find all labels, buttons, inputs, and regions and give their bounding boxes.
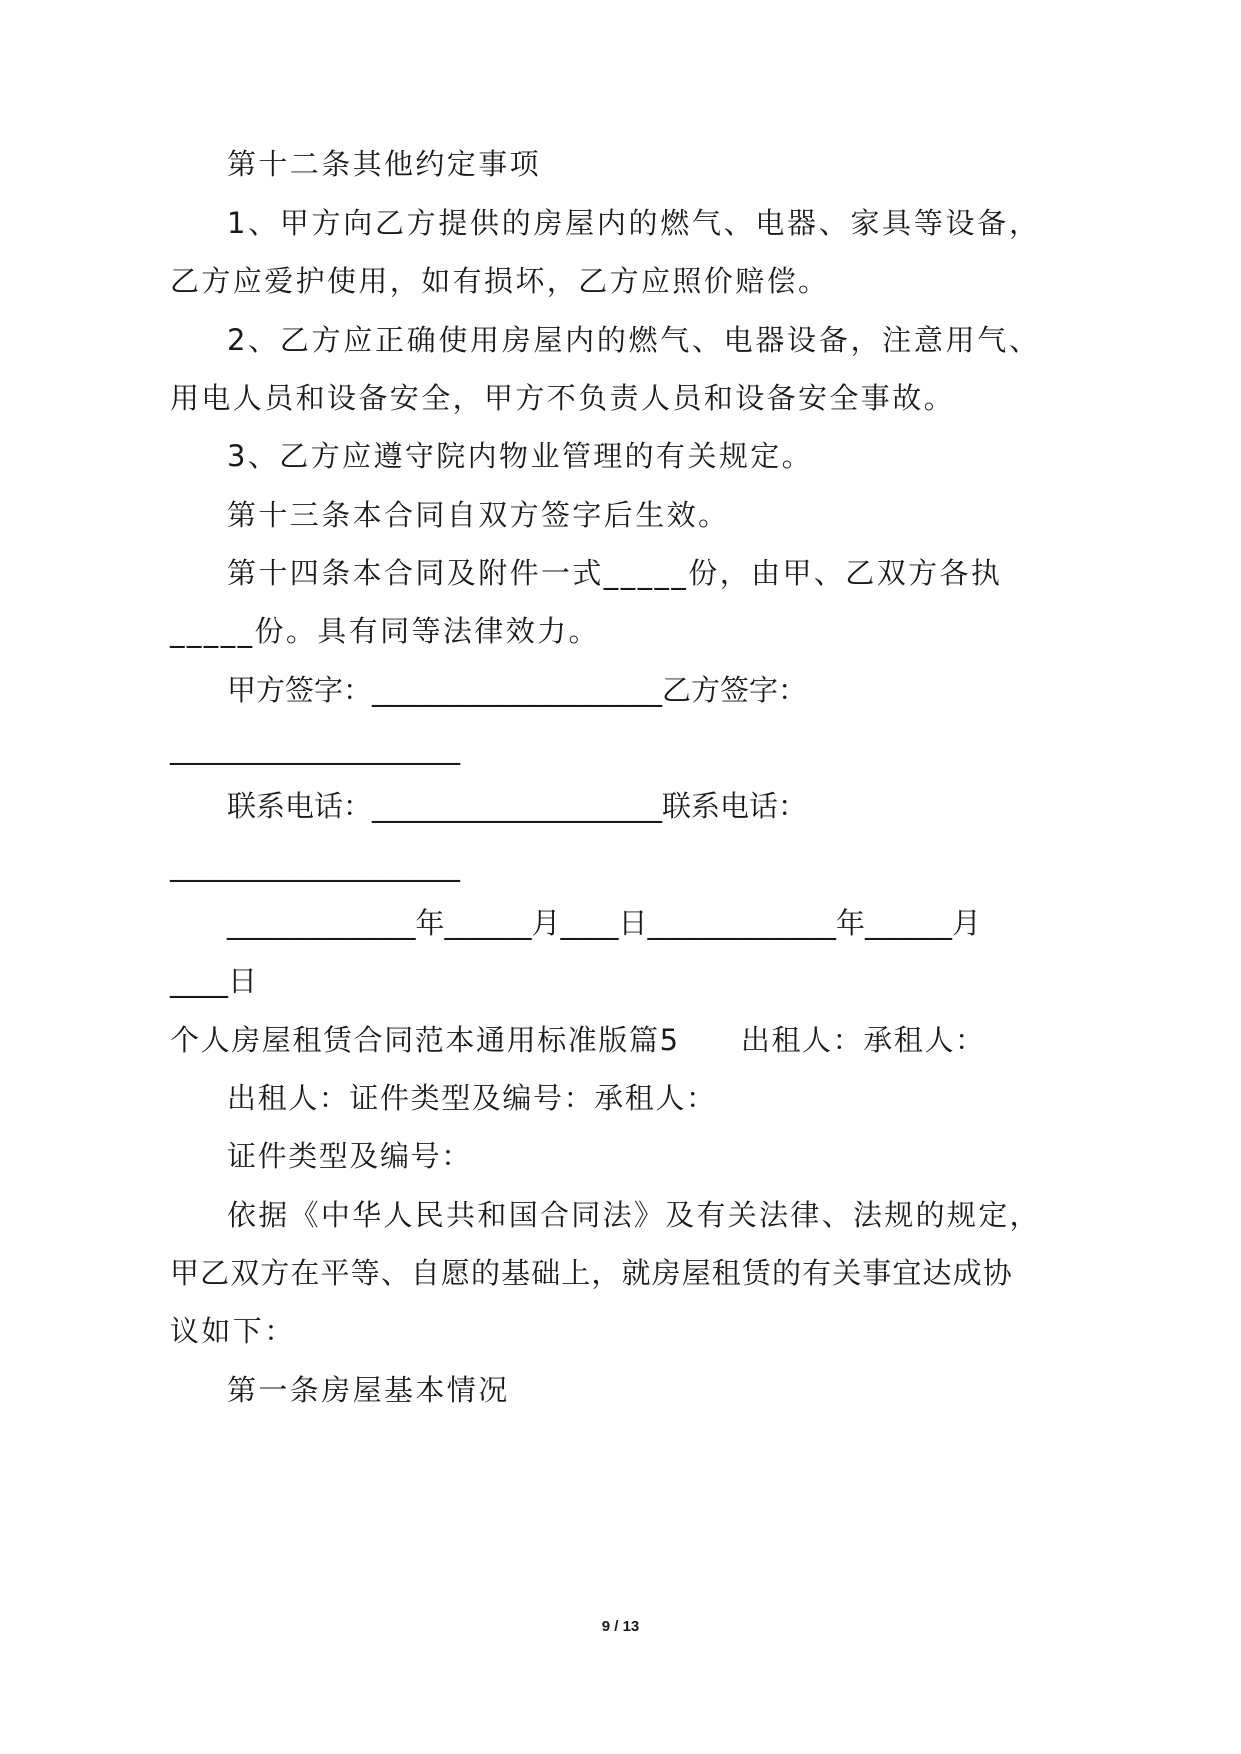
clause-14-line-1: 第十四条本合同及附件一式_____份，由甲、乙双方各执	[227, 556, 1003, 590]
lessor-id-line: 出租人：证件类型及编号：承租人：	[227, 1081, 717, 1115]
clause-12-item-3: 3、乙方应遵守院内物业管理的有关规定。	[227, 439, 814, 473]
date-line: _____________年______月____日_____________年______月	[227, 906, 982, 940]
clause-12-item-1-line-2: 乙方应爱护使用，如有损坏，乙方应照价赔偿。	[170, 264, 830, 298]
clause-12-item-2-line-2: 用电人员和设备安全，甲方不负责人员和设备安全事故。	[170, 381, 956, 415]
clause-14-line-2: _____份。具有同等法律效力。	[170, 614, 600, 648]
section-title-contract-5: 个人房屋租赁合同范本通用标准版篇5 出租人：承租人：	[170, 1023, 986, 1057]
signature-line-party-a-b: 甲方签字：____________________乙方签字：	[227, 673, 808, 707]
clause-12-item-1-line-1: 1、甲方向乙方提供的房屋内的燃气、电器、家具等设备，	[227, 206, 1041, 240]
phone-blank-party-b: ____________________	[170, 848, 460, 882]
clause-1-heading: 第一条房屋基本情况	[227, 1373, 510, 1407]
phone-line-party-a-b: 联系电话：____________________联系电话：	[227, 789, 808, 823]
preamble-line-2: 甲乙双方在平等、自愿的基础上，就房屋租赁的有关事宜达成协	[170, 1256, 1013, 1290]
clause-13: 第十三条本合同自双方签字后生效。	[227, 498, 730, 532]
id-type-line: 证件类型及编号：	[227, 1139, 472, 1173]
preamble-line-3: 议如下：	[170, 1314, 296, 1348]
preamble-line-1: 依据《中华人民共和国合同法》及有关法律、法规的规定，	[227, 1198, 1041, 1232]
signature-blank-party-b: ____________________	[170, 731, 460, 765]
date-line-continued: ____日	[170, 964, 258, 998]
page-number: 9 / 13	[601, 1618, 640, 1635]
clause-12-heading: 第十二条其他约定事项	[227, 147, 542, 181]
clause-12-item-2-line-1: 2、乙方应正确使用房屋内的燃气、电器设备，注意用气、	[227, 323, 1041, 357]
